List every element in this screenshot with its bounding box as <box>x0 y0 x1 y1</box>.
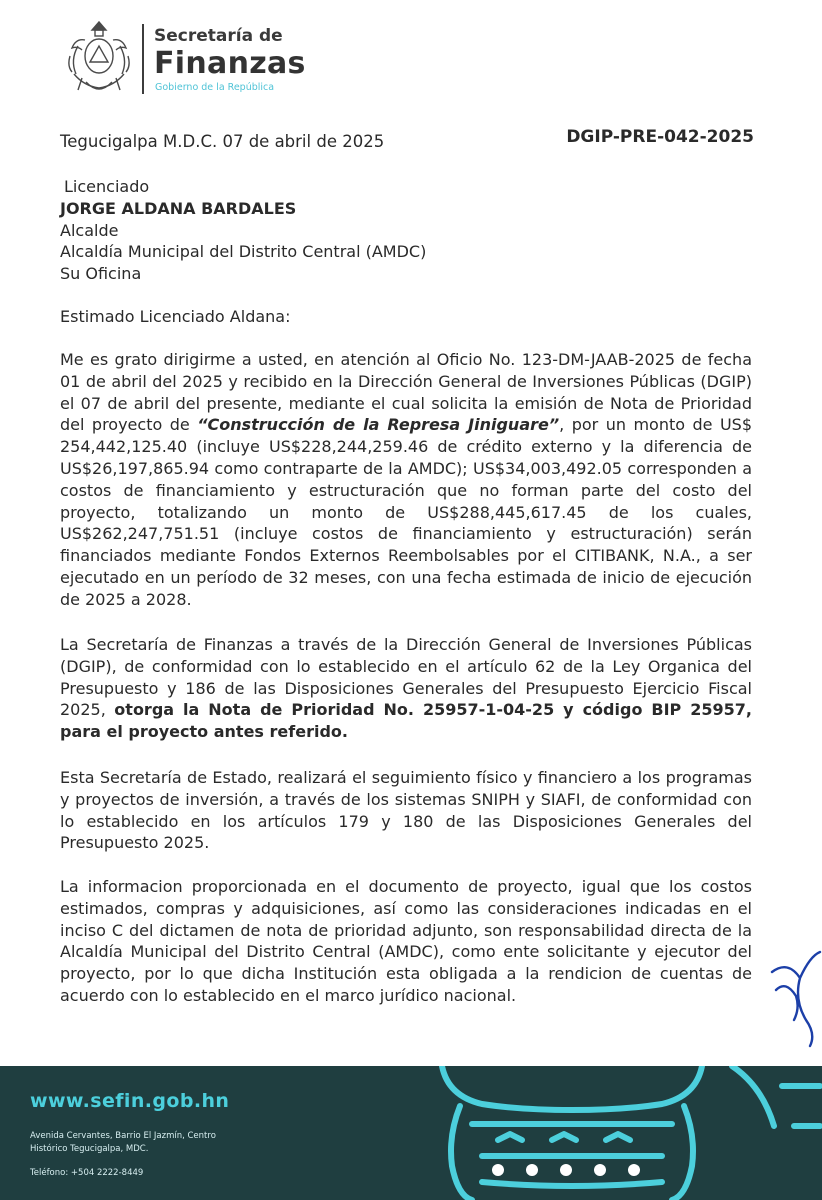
reference-code: DGIP-PRE-042-2025 <box>566 127 754 147</box>
paragraph-3: Esta Secretaría de Estado, realizará el seguimiento físico y financiero a los programas y proyectos de inversión, a través de los sistemas SNIPH y SIAFI, de conformidad con lo establecido en los artículos 179 y 180 de las Disposiciones Generales del Presupuesto 2025. <box>60 768 752 853</box>
priority-note-statement: otorga la Nota de Prioridad No. 25957-1-04-25 y código BIP 25957, para el proyecto antes referido. <box>60 700 752 742</box>
paragraph-1-text-b: , por un monto de US$ 254,442,125.40 (incluye US$228,244,259.46 de crédito externo y la diferencia de US$26,197,865.94 como contraparte de la AMDC); US$34,003,492.05 corresponden a costos de financiamiento y estructuración que no forman parte del costo del proyecto, totalizando un monto de US$288,445,617.45 de los cuales, US$262,247,751.51 (incluye costos de financiamiento y estructuración) serán financiados mediante Fondos Externos Reembolsables por el CITIBANK, N.A., a ser ejecutado en un período de 32 meses, con una fecha estimada de inicio de ejecución de 2025 a 2028. <box>60 415 752 609</box>
letterhead <box>64 16 324 98</box>
project-name: “Construcción de la Represa Jiniguare” <box>197 415 560 435</box>
addressee-institution: Alcaldía Municipal del Distrito Central (AMDC) <box>60 242 427 262</box>
paragraph-2-text: La Secretaría de Finanzas a través de la Dirección General de Inversiones Públicas (DGIP), de conformidad con lo establecido en el artículo 62 de la Ley Organica del Presupuesto y 186 de las Disposiciones Generales del Presupuesto Ejercicio Fiscal 2025, <box>60 635 752 720</box>
paragraph-1-text-a: Me es grato dirigirme a usted, en atención al Oficio No. 123-DM-JAAB-2025 de fecha 01 de abril del 2025 y recibido en la Dirección General de Inversiones Públicas (DGIP) el 07 de abril del presente, mediante el cual solicita la emisión de Nota de Prioridad del proyecto de <box>60 350 752 435</box>
website-link[interactable]: www.sefin.gob.hn <box>30 1090 230 1112</box>
address-line-1: Avenida Cervantes, Barrio El Jazmín, Centro <box>30 1131 216 1141</box>
addressee-position: Alcalde <box>60 220 119 240</box>
salutation: Estimado Licenciado Aldana: <box>60 307 291 326</box>
footer-address <box>30 1130 216 1156</box>
header-divider <box>142 24 144 94</box>
paragraph-4: La informacion proporcionada en el documento de proyecto, igual que los costos estimados, compras y adquisiciones, así como las consideraciones indicadas en el inciso C del dictamen de nota de prioridad adjunto, son responsabilidad directa de la Alcaldía Municipal del Distrito Central (AMDC), como ente solicitante y ejecutor del proyecto, por lo que dicha Institución esta obligada a la rendicion de cuentas de acuerdo con lo establecido en el marco jurídico nacional. <box>60 877 752 1005</box>
signature-scribble <box>770 950 822 1050</box>
coat-of-arms-icon <box>64 16 134 98</box>
footer-phone: Teléfono: +504 2222-8449 <box>30 1168 144 1178</box>
addressee-block <box>60 176 752 285</box>
addressee-title: Licenciado <box>64 177 150 196</box>
addressee-name: JORGE ALDANA BARDALES <box>60 198 297 218</box>
addressee-office: Su Oficina <box>60 264 142 284</box>
paragraph-2 <box>60 634 752 743</box>
org-subtitle: Secretaría de <box>154 26 283 46</box>
decorative-artifact-icon <box>402 1066 822 1200</box>
org-name: Finanzas <box>154 46 306 81</box>
footer <box>0 1066 822 1200</box>
org-government: Gobierno de la República <box>155 82 275 93</box>
paragraph-1 <box>60 349 752 611</box>
address-line-2: Histórico Tegucigalpa, MDC. <box>30 1144 149 1154</box>
dateline: Tegucigalpa M.D.C. 07 de abril de 2025 <box>60 132 385 151</box>
